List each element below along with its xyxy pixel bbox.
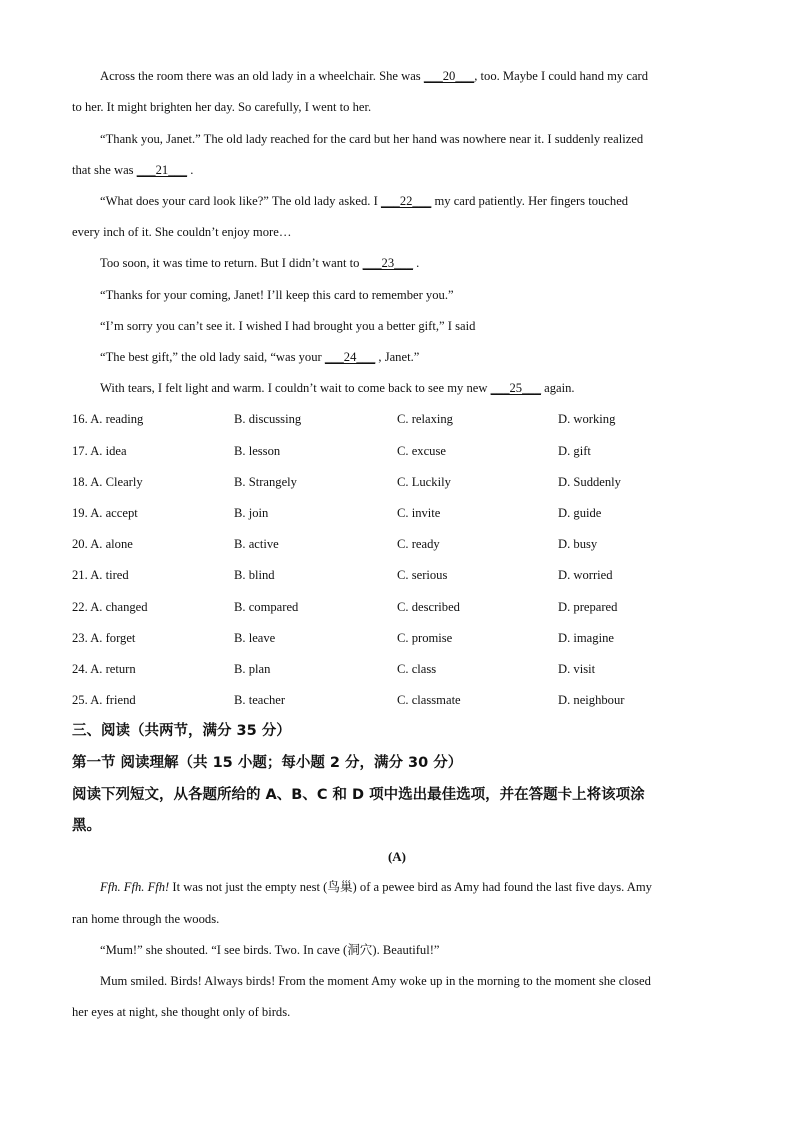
option-a: 19. A. accept [72,506,138,520]
option-d: D. guide [558,506,602,520]
instruction-line: 阅读下列短文，从各题所给的 A、B、C 和 D 项中选出最佳选项，并在答题卡上将该项涂 [72,787,645,803]
passage-line: “What does your card look like?” The old lady asked. I ___22___ my card patiently. Her fingers touched [100,194,629,208]
section-title: 三、阅读（共两节，满分 35 分） [72,723,291,739]
option-a: 20. A. alone [72,537,133,551]
passage-line: that she was ___21___ . [72,163,194,177]
passage-line: to her. It might brighten her day. So carefully, I went to her. [72,100,372,114]
option-a: 16. A. reading [72,412,144,426]
option-d: D. worried [558,568,613,582]
option-b: B. discussing [234,412,302,426]
option-c: C. relaxing [397,412,453,426]
option-d: D. working [558,412,616,426]
option-b: B. lesson [234,444,281,458]
option-a: 17. A. idea [72,444,127,458]
part-heading: 第一节 阅读理解（共 15 小题；每小题 2 分，满分 30 分） [72,755,463,771]
option-b: B. teacher [234,693,286,707]
passage-line: Ffh. Ffh. Ffh! It was not just the empty nest (鸟巢) of a pewee bird as Amy had found the last five days. Amy [100,880,652,894]
passage-line: With tears, I felt light and warm. I couldn’t wait to come back to see my new ___25___ again. [100,381,575,395]
instruction-line: 黑。 [72,818,101,834]
blank-25: ___25___ [490,381,541,395]
passage-line: Too soon, it was time to return. But I didn’t want to ___23___ . [100,256,420,270]
passage-line: “The best gift,” the old lady said, “was your ___24___ , Janet.” [100,350,420,364]
option-a: 23. A. forget [72,631,136,645]
blank-21: ___21___ [136,163,188,177]
passage-line: “I’m sorry you can’t see it. I wished I had brought you a better gift,” I said [100,319,476,333]
passage-line: Mum smiled. Birds! Always birds! From the moment Amy woke up in the morning to the moment she closed [100,974,651,988]
passage-line: ran home through the woods. [72,912,220,926]
option-d: D. imagine [558,631,614,645]
passage-label: (A) [387,849,407,864]
blank-23: ___23___ [362,256,414,270]
option-a: 25. A. friend [72,693,136,707]
option-c: C. excuse [397,444,446,458]
blank-20: ___20___ [423,69,475,83]
option-a: 24. A. return [72,662,136,676]
option-c: C. Luckily [397,475,451,489]
option-b: B. join [234,506,269,520]
option-b: B. blind [234,568,275,582]
option-d: D. Suddenly [558,475,621,489]
option-d: D. neighbour [558,693,625,707]
option-c: C. ready [397,537,440,551]
passage-line: “Thanks for your coming, Janet! I’ll keep this card to remember you.” [100,288,454,302]
passage-line: “Thank you, Janet.” The old lady reached for the card but her hand was nowhere near it. I suddenly realized [100,132,644,146]
option-d: D. prepared [558,600,618,614]
option-b: B. Strangely [234,475,297,489]
option-c: C. promise [397,631,453,645]
option-c: C. classmate [397,693,461,707]
option-c: C. invite [397,506,441,520]
option-d: D. gift [558,444,591,458]
passage-line: “Mum!” she shouted. “I see birds. Two. In cave (洞穴). Beautiful!” [100,943,440,957]
option-d: D. visit [558,662,596,676]
option-b: B. compared [234,600,299,614]
option-c: C. serious [397,568,448,582]
option-b: B. leave [234,631,276,645]
option-d: D. busy [558,537,598,551]
option-c: C. class [397,662,437,676]
blank-24: ___24___ [324,350,376,364]
passage-line: her eyes at night, she thought only of birds. [72,1005,291,1019]
option-a: 21. A. tired [72,568,129,582]
option-b: B. active [234,537,279,551]
option-a: 18. A. Clearly [72,475,143,489]
option-b: B. plan [234,662,271,676]
blank-22: ___22___ [380,194,432,208]
option-c: C. described [397,600,460,614]
option-a: 22. A. changed [72,600,148,614]
passage-line: Across the room there was an old lady in a wheelchair. She was ___20___, too. Maybe I could hand my card [100,69,649,83]
passage-line: every inch of it. She couldn’t enjoy more… [72,225,292,239]
